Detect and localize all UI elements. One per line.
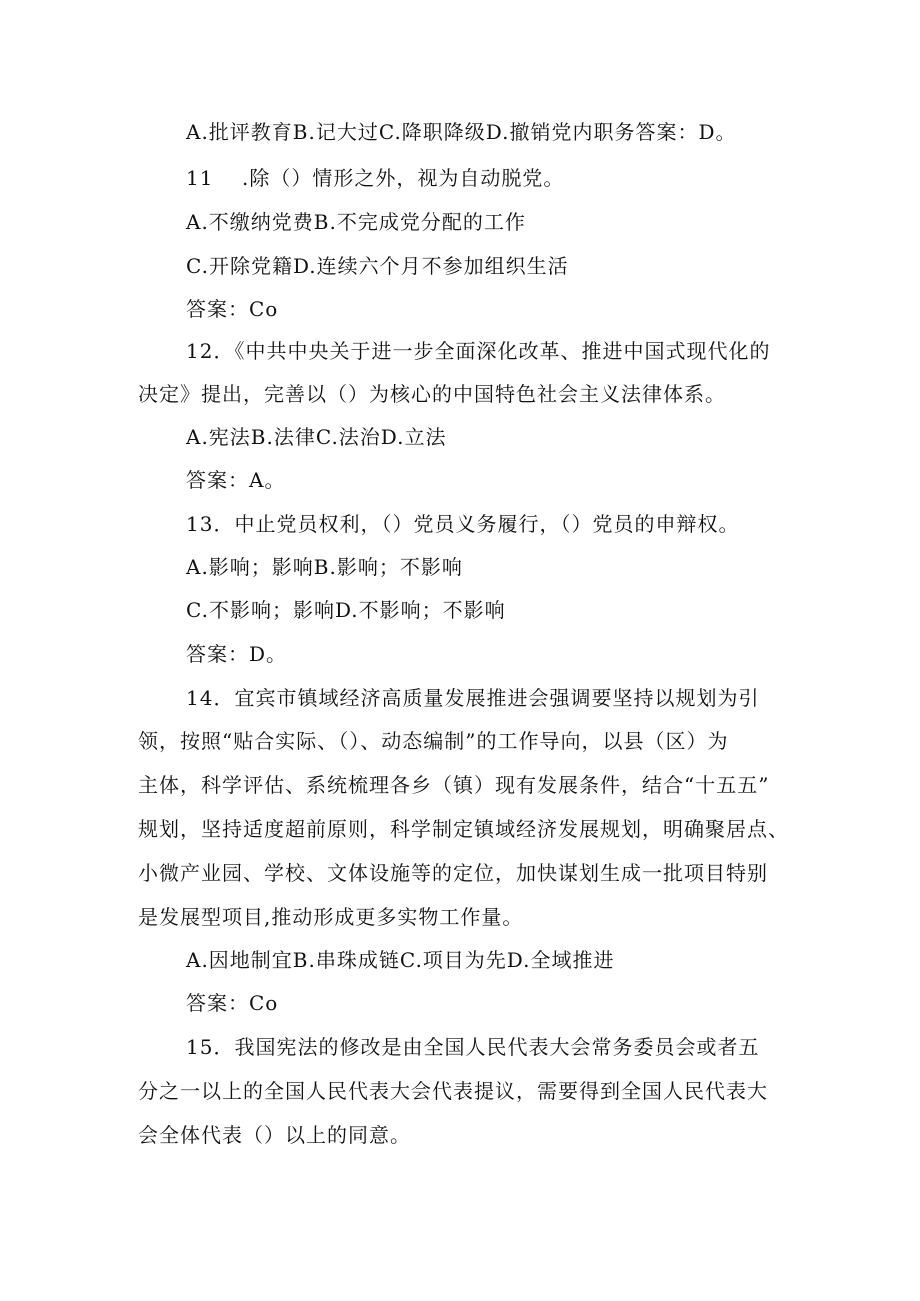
q11-text: .除（）情形之外，视为自动脱党。 [242, 166, 565, 190]
q14-stem-line5: 小微产业园、学校、文体设施等的定位，加快谋划生成一批项目特别 [138, 861, 768, 885]
q12-answer: 答案：A。 [186, 468, 286, 492]
q14-stem-line1: 14．宜宾市镇域经济高质量发展推进会强调要坚持以规划为引 [186, 686, 760, 710]
q11-answer: 答案：Co [186, 297, 279, 321]
q15-stem-line3: 会全体代表（）以上的同意。 [138, 1123, 411, 1147]
q12-options: A.宪法B.法律C.法治D.立法 [186, 425, 447, 449]
q11-options-cd: C.开除党籍D.连续六个月不参加组织生活 [186, 254, 569, 278]
q15-stem-line1: 15．我国宪法的修改是由全国人民代表大会常务委员会或者五 [186, 1035, 760, 1059]
q11-options-ab: A.不缴纳党费B.不完成党分配的工作 [186, 210, 526, 234]
q13-stem: 13．中止党员权利，（）党员义务履行，（）党员的申辩权。 [186, 512, 740, 536]
q14-options: A.因地制宜B.串珠成链C.项目为先D.全域推进 [186, 948, 615, 972]
q13-options-ab: A.影响；影响B.影响；不影响 [186, 555, 463, 579]
q14-stem-line4: 规划，坚持适度超前原则，科学制定镇域经济发展规划，明确聚居点、 [138, 817, 789, 841]
q14-stem-line2: 领，按照“贴合实际、（）、动态编制”的工作导向，以县（区）为 [138, 729, 729, 753]
q11-number: 11 [186, 166, 214, 190]
q13-answer: 答案：D。 [186, 642, 288, 666]
q15-stem-line2: 分之一以上的全国人民代表大会代表提议，需要得到全国人民代表大 [138, 1079, 768, 1103]
q14-stem-line3: 主体，科学评估、系统梳理各乡（镇）现有发展条件，结合“十五五” [138, 773, 770, 797]
q13-options-cd: C.不影响；影响D.不影响；不影响 [186, 598, 506, 622]
q10-options: A.批评教育B.记大过C.降职降级D.撤销党内职务答案：D。 [186, 120, 737, 144]
q14-stem-line6: 是发展型项目,推动形成更多实物工作量。 [138, 905, 524, 929]
q14-answer: 答案：Co [186, 991, 279, 1015]
q12-stem-line2: 决定》提出，完善以（）为核心的中国特色社会主义法律体系。 [138, 382, 726, 406]
q11-stem [186, 164, 846, 192]
q12-stem-line1: 12．《中共中央关于进一步全面深化改革、推进中国式现代化的 [186, 339, 771, 363]
